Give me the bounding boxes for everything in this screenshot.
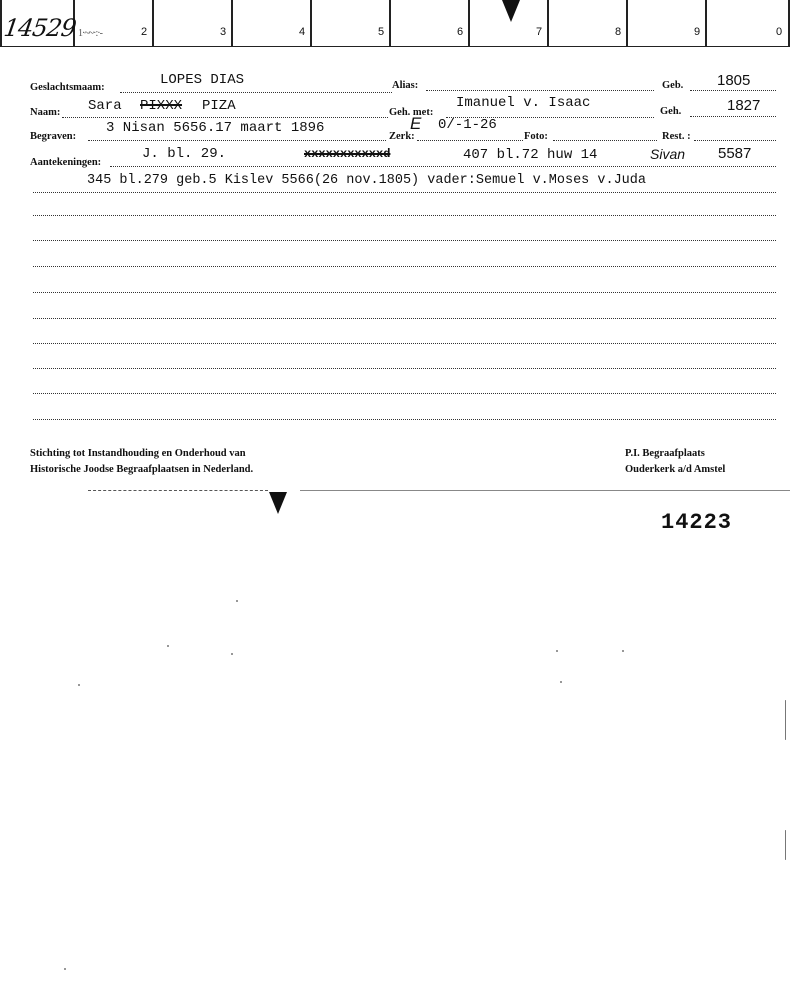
scan-speck: [64, 968, 66, 970]
dotted-line: [694, 140, 776, 141]
notes-reference-2: 407 bl.72 huw 14: [463, 147, 598, 163]
footer-org-line-1: Stichting tot Instandhouding en Onderhoud van: [30, 448, 246, 459]
scan-speck: [785, 830, 786, 860]
header-scribble: 1·~~·:·-: [78, 28, 102, 39]
card-bottom-edge: [88, 490, 268, 491]
dotted-line: [62, 117, 388, 118]
value-name-struck: PIXXX: [140, 98, 183, 114]
label-buried: Begraven:: [30, 131, 77, 142]
scan-speck: [622, 650, 624, 652]
column-divider: [788, 0, 790, 46]
scan-speck: [560, 681, 562, 683]
label-born: Geb.: [662, 80, 684, 91]
label-married: Geh. met:: [389, 107, 434, 118]
notes-year: 5587: [718, 145, 752, 162]
footer-place-line-1: P.I. Begraafplaats: [625, 448, 705, 459]
column-divider: [231, 0, 233, 46]
label-foto: Foto:: [524, 131, 548, 142]
column-number-0: 0: [776, 26, 783, 38]
value-married: Imanuel v. Isaac: [456, 95, 591, 111]
value-first-name: Sara: [88, 98, 122, 114]
value-born-year: 1805: [717, 72, 751, 89]
dotted-line: [690, 116, 776, 117]
empty-line: [33, 240, 776, 241]
dotted-line: [88, 140, 386, 141]
label-name: Naam:: [30, 107, 61, 118]
column-divider: [468, 0, 470, 46]
column-header-bar: [0, 0, 790, 47]
column-number-9: 9: [694, 26, 701, 38]
dotted-line: [110, 166, 776, 167]
notes-line-2: 345 bl.279 geb.5 Kislev 5566(26 nov.1805) vader:Semuel v.Moses v.Juda: [87, 173, 646, 188]
label-rest: Rest. :: [662, 131, 691, 142]
column-number-8: 8: [615, 26, 622, 38]
value-zerk-mark: E: [410, 114, 422, 133]
dotted-line: [120, 92, 392, 93]
label-alias: Alias:: [392, 80, 419, 91]
column-divider: [626, 0, 628, 46]
dotted-line: [690, 90, 776, 91]
archive-stamp-number: 14223: [661, 510, 733, 535]
column-number-5: 5: [378, 26, 385, 38]
empty-line: [33, 215, 776, 216]
label-zerk: Zerk:: [389, 131, 415, 142]
dotted-line: [33, 192, 776, 193]
scan-speck: [231, 653, 233, 655]
footer-place-line-2: Ouderkerk a/d Amstel: [625, 464, 726, 475]
empty-line: [33, 266, 776, 267]
column-number-4: 4: [299, 26, 306, 38]
scan-speck: [556, 650, 558, 652]
empty-line: [33, 343, 776, 344]
empty-line: [33, 419, 776, 420]
dotted-line: [426, 90, 654, 91]
value-born-year-2: 1827: [727, 97, 761, 114]
scan-speck: [167, 645, 169, 647]
label-surname: Geslachtsmaam:: [30, 82, 105, 93]
column-number-6: 6: [457, 26, 464, 38]
footer-organization: [30, 446, 253, 478]
card-bottom-edge: [300, 490, 790, 491]
column-divider: [0, 0, 2, 46]
column-number-3: 3: [220, 26, 227, 38]
column-divider: [310, 0, 312, 46]
value-buried: 3 Nisan 5656.17 maart 1896: [106, 120, 325, 136]
empty-line: [33, 393, 776, 394]
notes-reference-1: J. bl. 29.: [142, 146, 227, 162]
empty-line: [33, 292, 776, 293]
column-number-7: 7: [536, 26, 543, 38]
notes-struck-text: xxxxxxxxxxxd: [304, 147, 391, 161]
punch-notch-marker-icon: [502, 0, 520, 22]
value-surname: LOPES DIAS: [160, 72, 245, 88]
scan-speck: [785, 700, 786, 740]
column-number-2: 2: [141, 26, 148, 38]
notes-handwritten-month: Sivan: [650, 146, 686, 162]
scan-speck: [78, 684, 80, 686]
value-zerk: 0/-1-26: [438, 117, 497, 133]
empty-line: [33, 368, 776, 369]
punch-notch-marker-icon: [269, 492, 287, 514]
column-divider: [705, 0, 707, 46]
scan-speck: [236, 600, 238, 602]
dotted-line: [417, 140, 523, 141]
column-divider: [547, 0, 549, 46]
column-divider: [152, 0, 154, 46]
footer-cemetery: [625, 446, 725, 478]
footer-org-line-2: Historische Joodse Begraafplaatsen in Nederland.: [30, 464, 254, 475]
label-notes: Aantekeningen:: [30, 157, 102, 168]
handwritten-card-number: 14529: [2, 14, 78, 42]
empty-line: [33, 318, 776, 319]
label-born-2: Geh.: [660, 106, 682, 117]
value-last-name: PIZA: [202, 98, 236, 114]
column-divider: [389, 0, 391, 46]
dotted-line: [553, 140, 657, 141]
